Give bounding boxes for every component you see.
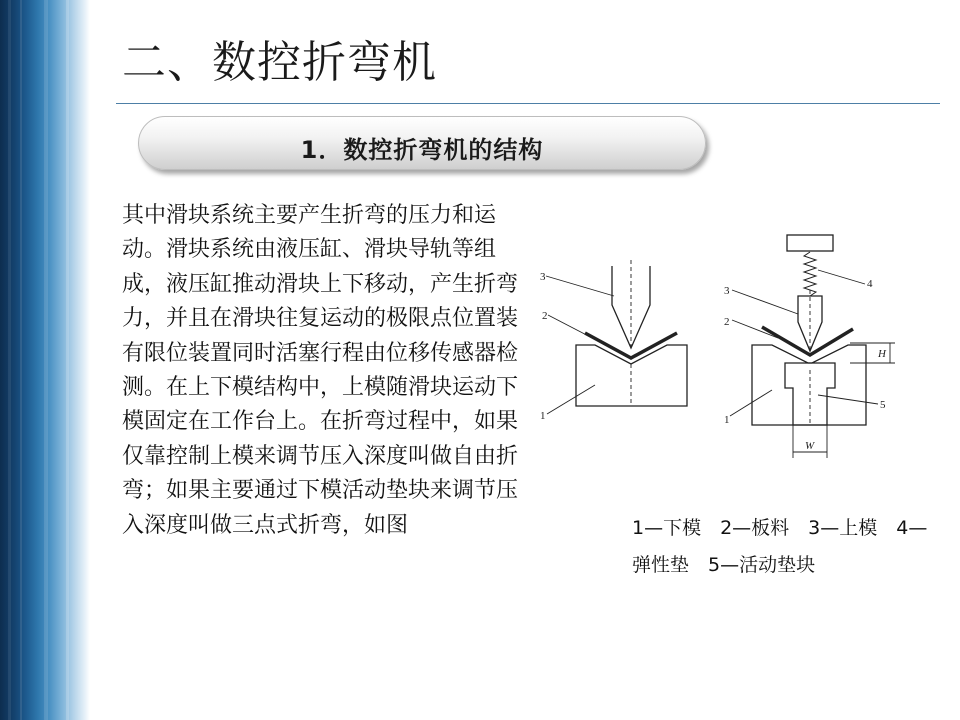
section-heading: 1．数控折弯机的结构 xyxy=(300,136,544,164)
spring xyxy=(804,252,816,296)
left-label-2: 2 xyxy=(542,310,548,322)
right-lower-die xyxy=(752,345,866,425)
right-label-4: 4 xyxy=(867,278,873,290)
right-label-1: 1 xyxy=(724,414,730,426)
right-label-3: 3 xyxy=(724,285,730,297)
section-heading-banner xyxy=(138,116,706,170)
bending-die-diagram xyxy=(540,230,900,470)
elastic-pad-top xyxy=(787,235,833,251)
body-paragraph: 其中滑块系统主要产生折弯的压力和运动。滑块系统由液压缸、滑块导轨等组成，液压缸推动滑块上下移动，产生折弯力，并且在滑块往复运动的极限点位置装有限位装置同时活塞行程由位移传感器检测。在上下模结构中，上模随滑块运动下模固定在工作台上。在折弯过程中，如果仅靠控制上模来调节压入深度叫做自由折弯；如果主要通过下模活动垫块来调节压入深度叫做三点式折弯，如图 xyxy=(122,203,519,538)
figure-caption: 1—下模 2—板料 3—上模 4—弹性垫 5—活动垫块 xyxy=(632,517,928,576)
dimension-label-h: H xyxy=(878,348,886,360)
left-label-3: 3 xyxy=(540,271,546,283)
slide-title: 二、数控折弯机 xyxy=(122,37,437,88)
right-sheet xyxy=(762,327,853,355)
left-label-1: 1 xyxy=(540,410,546,422)
title-divider xyxy=(116,103,940,104)
three-point-bending-figure xyxy=(730,235,895,458)
left-lower-die xyxy=(576,345,687,406)
sidebar-decoration xyxy=(0,0,90,720)
right-label-5: 5 xyxy=(880,399,886,411)
dimension-label-w: W xyxy=(805,440,815,452)
free-bending-figure xyxy=(546,260,687,414)
right-label-2: 2 xyxy=(724,316,730,328)
left-upper-punch xyxy=(612,266,650,348)
